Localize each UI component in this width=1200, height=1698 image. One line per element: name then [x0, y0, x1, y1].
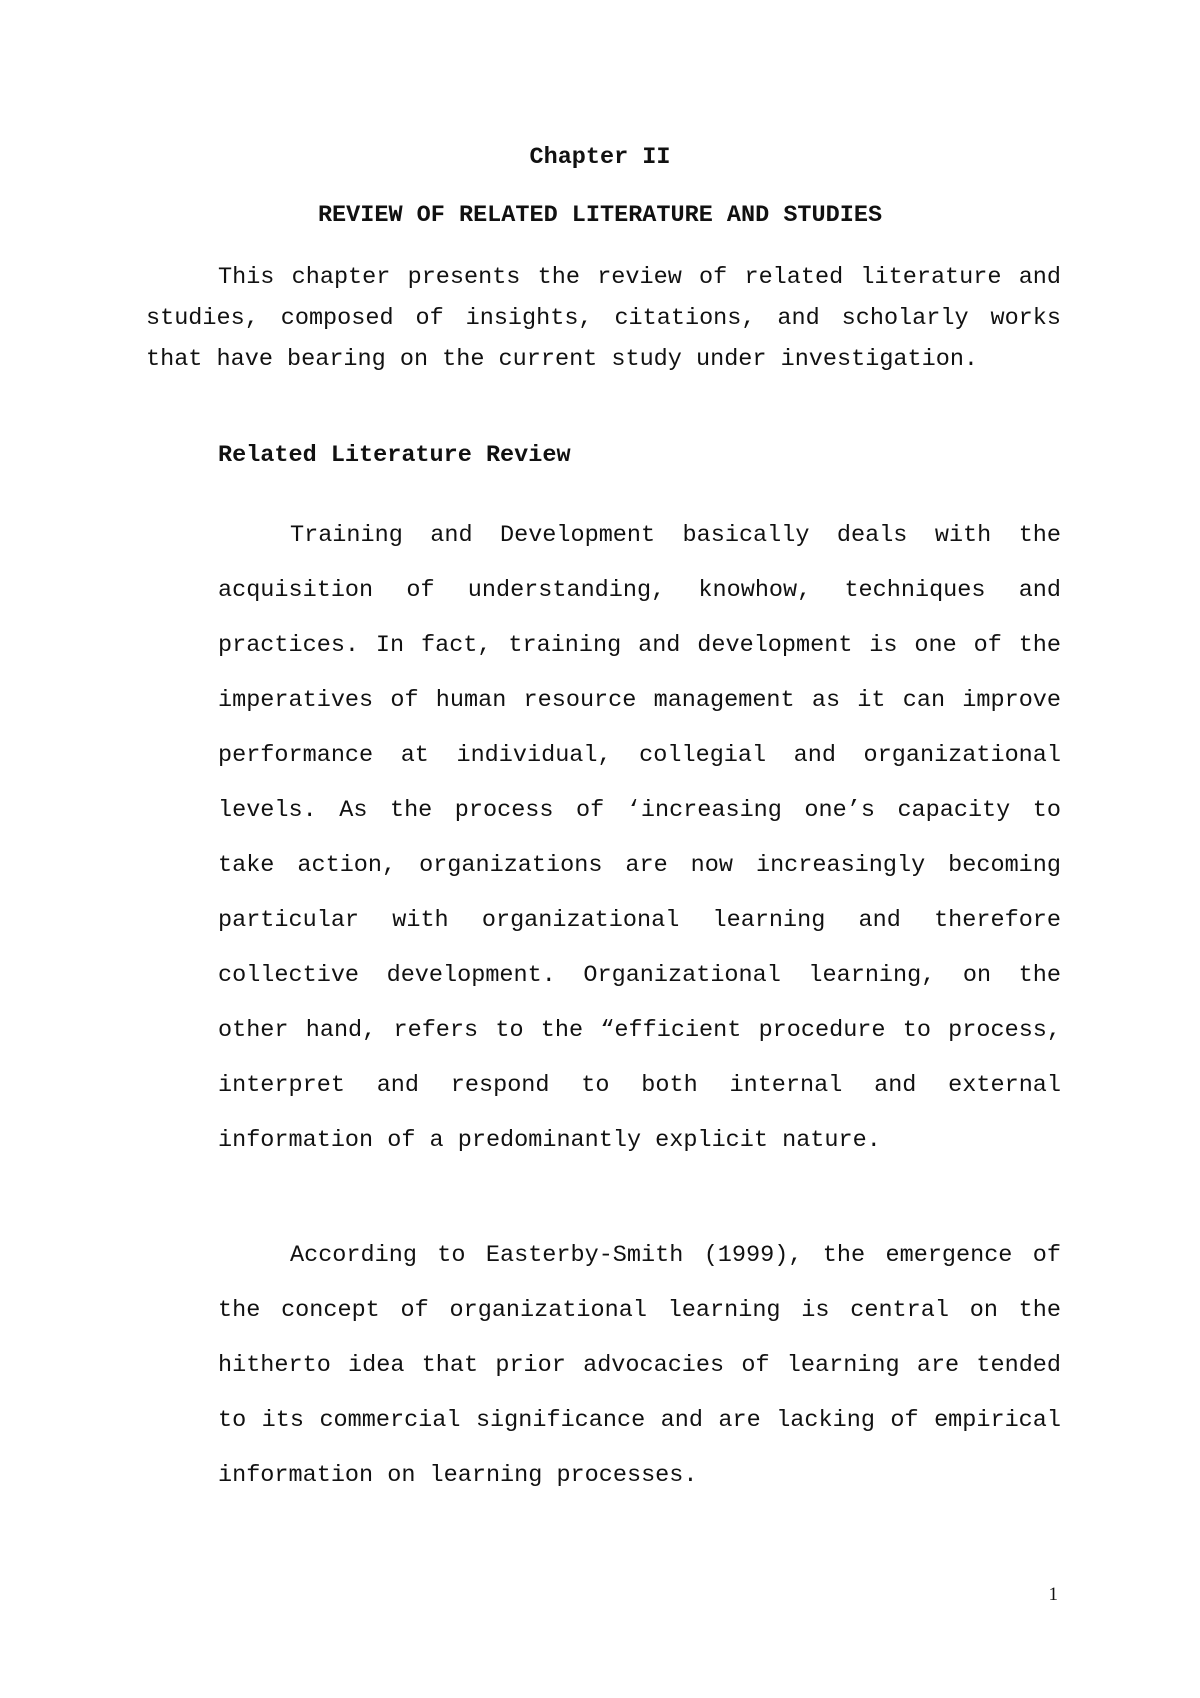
body-paragraph-training: Training and Development basically deals with the acquisition of understanding, knowhow, techniques and practices. In fact, training and development is one of the imperatives of human resource management as it can improve performance at individual, collegial and organizational levels. As the process of ‘increasing one’s capacity to take action, organizations are now increasingly becoming particular with organizational learning and therefore collective development. Organizational learning, on the other hand, refers to the “efficient procedure to process, interpret and respond to both internal and external information of a predominantly explicit nature.	[218, 522, 1061, 1154]
page-number: 1	[1048, 1584, 1058, 1605]
intro-paragraph: This chapter presents the review of related literature and studies, composed of insights, citations, and scholarly works that have bearing on the current study under investigation.	[146, 264, 1061, 373]
body-paragraph-easterby-smith: According to Easterby-Smith (1999), the emergence of the concept of organizational learning is central on the hitherto idea that prior advocacies of learning are tended to its commercial significance and are lacking of empirical information on learning processes.	[218, 1242, 1061, 1489]
section-title: REVIEW OF RELATED LITERATURE AND STUDIES	[317, 202, 883, 229]
subheading-related-literature: Related Literature Review	[218, 442, 571, 469]
chapter-title: Chapter II	[529, 144, 671, 171]
